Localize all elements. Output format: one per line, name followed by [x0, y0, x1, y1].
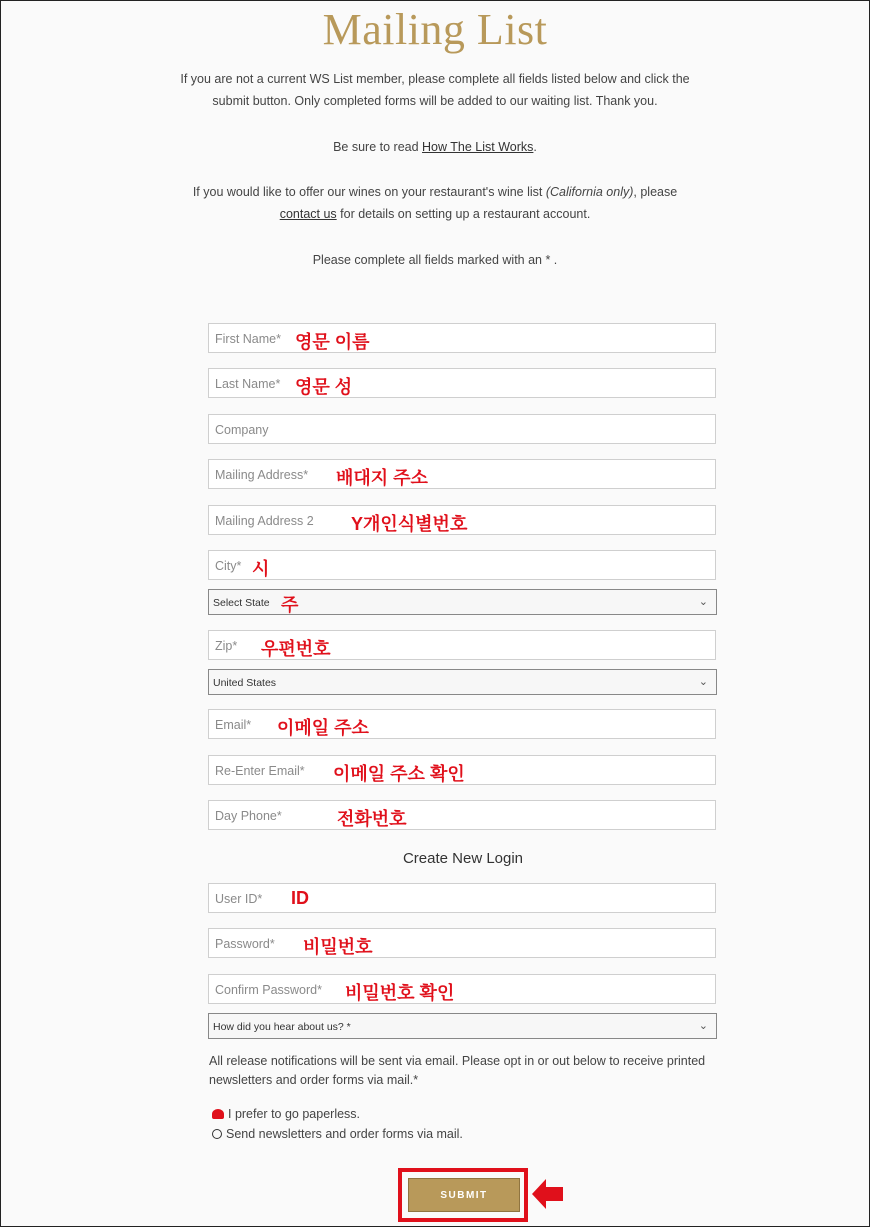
password-annotation: 비밀번호	[303, 937, 373, 957]
country-select-value: United States	[213, 677, 277, 689]
password-field[interactable]	[208, 928, 716, 958]
radio-unselected-icon[interactable]	[212, 1129, 222, 1139]
paperless-label: I prefer to go paperless.	[228, 1107, 361, 1121]
chevron-down-icon: ⌄	[698, 596, 708, 608]
chevron-down-icon: ⌄	[698, 1020, 708, 1032]
day-phone-placeholder: Day Phone*	[215, 809, 282, 823]
mailing-address-placeholder: Mailing Address*	[215, 468, 309, 482]
user-id-annotation: ID	[291, 888, 309, 908]
mail-label: Send newsletters and order forms via mail.	[226, 1127, 463, 1141]
city-annotation: 시	[252, 559, 270, 579]
email-field[interactable]	[208, 709, 716, 739]
arrow-left-icon	[532, 1177, 564, 1211]
confirm-password-placeholder: Confirm Password*	[215, 983, 322, 997]
city-field[interactable]	[208, 550, 716, 580]
mailing-address-2-placeholder: Mailing Address 2	[215, 514, 314, 528]
reenter-email-placeholder: Re-Enter Email*	[215, 764, 305, 778]
restaurant-note: If you would like to offer our wines on your restaurant's wine list (California only), please contact us for details on setting up a restaurant account.	[192, 185, 678, 221]
email-annotation: 이메일 주소	[277, 718, 369, 738]
radio-selected-icon[interactable]	[212, 1109, 224, 1119]
confirm-password-annotation: 비밀번호 확인	[345, 983, 455, 1003]
mailing-address-field[interactable]	[208, 459, 716, 489]
chevron-down-icon: ⌄	[698, 676, 708, 688]
hear-about-select-value: How did you hear about us? *	[213, 1021, 351, 1033]
user-id-field[interactable]	[208, 883, 716, 913]
contact-us-link[interactable]: contact us	[279, 207, 337, 221]
last-name-placeholder: Last Name*	[215, 377, 281, 391]
state-select[interactable]	[208, 589, 717, 615]
last-name-annotation: 영문 성	[295, 377, 353, 397]
state-select-value: Select State	[213, 597, 270, 609]
zip-field[interactable]	[208, 630, 716, 660]
company-placeholder: Company	[215, 423, 269, 437]
password-placeholder: Password*	[215, 937, 275, 951]
confirm-password-field[interactable]	[208, 974, 716, 1004]
required-fields-note: Please complete all fields marked with an * .	[312, 253, 558, 267]
mailing-address-2-field[interactable]	[208, 505, 716, 535]
first-name-placeholder: First Name*	[215, 332, 281, 346]
zip-placeholder: Zip*	[215, 639, 238, 653]
create-login-heading: Create New Login	[402, 850, 524, 867]
reenter-email-field[interactable]	[208, 755, 716, 785]
first-name-annotation: 영문 이름	[295, 332, 370, 352]
mail-option[interactable]	[212, 1127, 463, 1141]
user-id-placeholder: User ID*	[215, 892, 263, 906]
notification-note: All release notifications will be sent via email. Please opt in or out below to receive printed newsletters and order forms via mail.*	[209, 1054, 706, 1087]
page-title: Mailing List	[322, 5, 548, 54]
paperless-option[interactable]	[212, 1107, 360, 1121]
read-note: Be sure to read How The List Works.	[333, 140, 537, 154]
mailing-address-annotation: 배대지 주소	[336, 468, 428, 488]
last-name-field[interactable]	[208, 368, 716, 398]
mailing-address-2-annotation: Y개인식별번호	[351, 514, 468, 534]
day-phone-field[interactable]	[208, 800, 716, 830]
city-placeholder: City*	[215, 559, 242, 573]
company-field[interactable]	[208, 414, 716, 444]
hear-about-select[interactable]	[208, 1013, 717, 1039]
how-the-list-works-link[interactable]: How The List Works	[422, 140, 534, 154]
submit-button[interactable]: SUBMIT	[408, 1178, 520, 1212]
first-name-field[interactable]	[208, 323, 716, 353]
state-annotation: 주	[281, 595, 299, 615]
day-phone-annotation: 전화번호	[337, 809, 407, 829]
email-placeholder: Email*	[215, 718, 252, 732]
reenter-email-annotation: 이메일 주소 확인	[333, 764, 465, 784]
country-select[interactable]	[208, 669, 717, 695]
intro-text: If you are not a current WS List member, please complete all fields listed below and click the submit button. Only completed forms will be added to our waiting list. Thank you.	[180, 72, 690, 108]
zip-annotation: 우편번호	[261, 639, 331, 659]
